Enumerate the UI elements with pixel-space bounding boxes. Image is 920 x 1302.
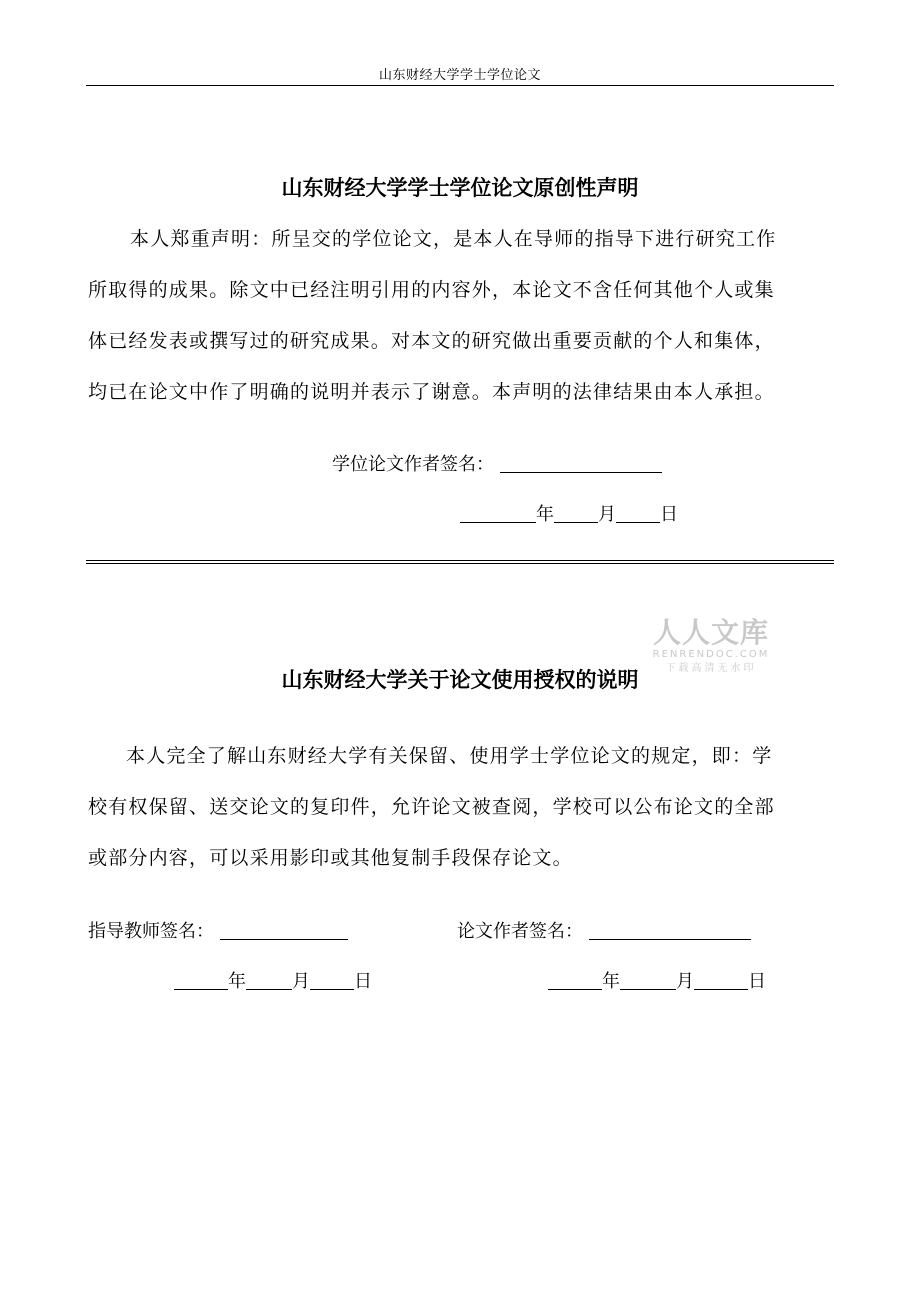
authorization-line-2: 校有权保留、送交论文的复印件，允许论文被查阅，学校可以公布论文的全部 (88, 796, 775, 818)
author-year-blank[interactable] (548, 971, 602, 990)
section-divider-bottom (86, 563, 834, 564)
authorization-line-3: 或部分内容，可以采用影印或其他复制手段保存论文。 (88, 847, 573, 869)
watermark-main: 人人文库 (652, 616, 769, 649)
originality-line-1: 本人郑重声明：所呈交的学位论文，是本人在导师的指导下进行研究工作 (130, 228, 777, 250)
running-header: 山东财经大学学士学位论文 (378, 68, 541, 83)
originality-line-4: 均已在论文中作了明确的说明并表示了谢意。本声明的法律结果由本人承担。 (88, 381, 775, 403)
year-label: 年 (536, 504, 554, 525)
author-month-label: 月 (676, 971, 694, 992)
advisor-day-label: 日 (354, 971, 372, 992)
advisor-signature-label: 指导教师签名： (88, 921, 214, 942)
thesis-author-signature-label: 论文作者签名： (457, 921, 583, 942)
author-signature-label: 学位论文作者签名： (332, 454, 494, 475)
author-day-blank[interactable] (694, 971, 748, 990)
originality-line-3: 体已经发表或撰写过的研究成果。对本文的研究做出重要贡献的个人和集体， (88, 330, 775, 352)
advisor-year-label: 年 (228, 971, 246, 992)
author-day-label: 日 (748, 971, 766, 992)
originality-date (460, 500, 678, 526)
advisor-date (174, 967, 372, 993)
day-label: 日 (660, 504, 678, 525)
advisor-month-blank[interactable] (246, 971, 292, 990)
advisor-signature-line[interactable] (220, 919, 348, 940)
author-date (548, 967, 766, 993)
authorization-title: 山东财经大学关于论文使用授权的说明 (281, 668, 639, 692)
author-signature-row (332, 450, 662, 476)
thesis-author-signature-line[interactable] (589, 919, 751, 940)
month-label: 月 (598, 504, 616, 525)
advisor-year-blank[interactable] (174, 971, 228, 990)
author-year-label: 年 (602, 971, 620, 992)
header-rule (86, 85, 834, 86)
section-divider-top (86, 560, 834, 561)
author-signature-line[interactable] (500, 452, 662, 473)
authorization-line-1: 本人完全了解山东财经大学有关保留、使用学士学位论文的规定，即：学 (126, 745, 773, 767)
day-blank[interactable] (616, 504, 660, 523)
author-month-blank[interactable] (620, 971, 676, 990)
year-blank[interactable] (460, 504, 536, 523)
advisor-month-label: 月 (292, 971, 310, 992)
advisor-day-blank[interactable] (310, 971, 354, 990)
originality-line-2: 所取得的成果。除文中已经注明引用的内容外，本论文不含任何其他个人或集 (88, 279, 775, 301)
month-blank[interactable] (554, 504, 598, 523)
watermark-tagline: 下载高清无水印 (665, 663, 757, 674)
thesis-author-signature-row (457, 917, 751, 943)
watermark-domain: RENRENDOC.COM (652, 649, 770, 660)
originality-title: 山东财经大学学士学位论文原创性声明 (281, 176, 639, 200)
advisor-signature-row (88, 917, 348, 943)
